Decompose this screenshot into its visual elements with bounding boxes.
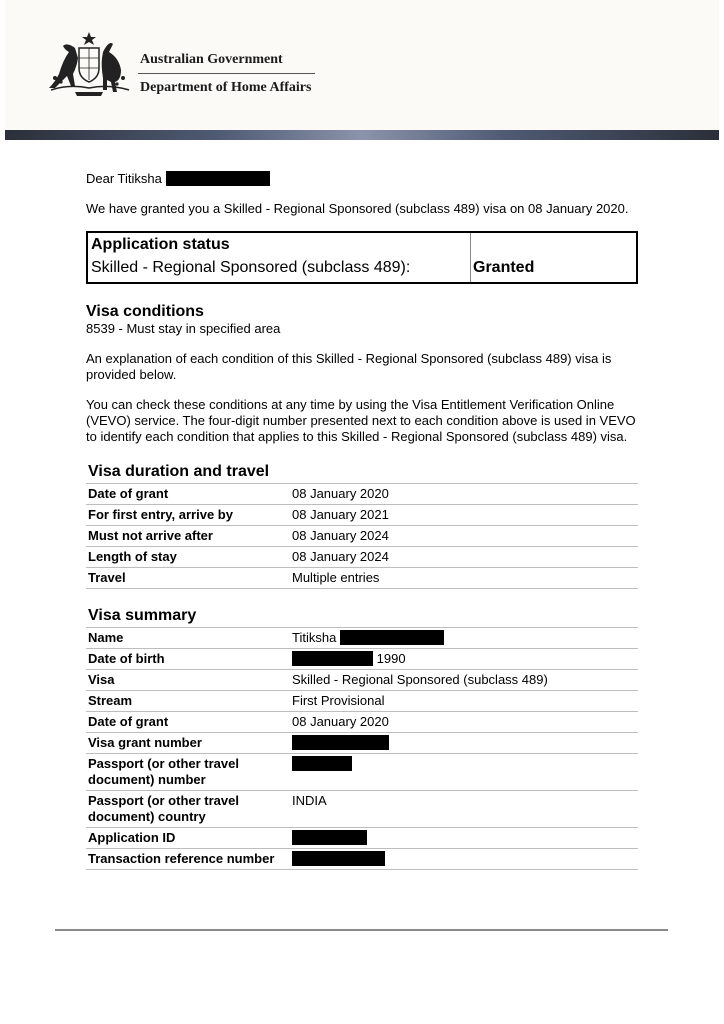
row-label: For first entry, arrive by: [86, 505, 290, 526]
table-row: [86, 568, 638, 589]
row-label: Passport (or other travel document) number: [86, 754, 290, 791]
redacted-transaction-ref: [292, 851, 385, 866]
letterhead: [5, 0, 719, 131]
redacted-grant-number: [292, 735, 389, 750]
row-label: Travel: [86, 568, 290, 589]
table-row: [86, 691, 638, 712]
visa-summary-title: Visa summary: [88, 607, 197, 624]
row-value: First Provisional: [290, 691, 638, 712]
row-value: 08 January 2024: [290, 547, 638, 568]
row-label: Date of grant: [86, 712, 290, 733]
row-value: 08 January 2020: [290, 484, 638, 505]
redacted-passport-number: [292, 756, 352, 771]
table-row: [86, 526, 638, 547]
row-value: 08 January 2024: [290, 526, 638, 547]
redacted-surname: [166, 171, 270, 186]
vevo-paragraph: You can check these conditions at any time by using the Visa Entitlement Verification Online (VEVO) service. The four-digit number presented next to each condition above is used in VEVO to identify each condition that applies to this Skilled - Regional Sponsored (subclass 489) visa.: [86, 397, 636, 444]
row-value: [290, 733, 638, 754]
row-value: [290, 828, 638, 849]
row-label: Visa: [86, 670, 290, 691]
letter-body: [86, 171, 638, 870]
row-label: Date of grant: [86, 484, 290, 505]
row-value: INDIA: [290, 791, 638, 828]
row-value: Skilled - Regional Sponsored (subclass 489): [290, 670, 638, 691]
status-divider: [470, 233, 471, 282]
row-value: [290, 628, 638, 649]
coat-of-arms-icon: [45, 30, 133, 100]
row-value: Multiple entries: [290, 568, 638, 589]
row-label: Length of stay: [86, 547, 290, 568]
row-value: 08 January 2021: [290, 505, 638, 526]
table-row: [86, 828, 638, 849]
org-name-line1: Australian Government: [140, 52, 283, 67]
conditions-explanation: An explanation of each condition of this Skilled - Regional Sponsored (subclass 489) visa is provided below.: [86, 351, 612, 382]
visa-duration-title: Visa duration and travel: [88, 463, 270, 480]
table-row: [86, 849, 638, 870]
salutation-text: Dear Titiksha: [86, 171, 162, 186]
table-row: [86, 628, 638, 649]
status-visa: Skilled - Regional Sponsored (subclass 489):: [91, 259, 411, 276]
row-label: Visa grant number: [86, 733, 290, 754]
redacted-surname: [340, 630, 444, 645]
row-label: Must not arrive after: [86, 526, 290, 547]
condition-item: 8539 - Must stay in specified area: [86, 321, 281, 336]
table-row: [86, 754, 638, 791]
status-title: Application status: [91, 236, 230, 253]
salutation: [86, 171, 638, 187]
row-label: Date of birth: [86, 649, 290, 670]
org-divider: [138, 73, 315, 74]
application-status-box: [86, 231, 638, 284]
table-row: [86, 484, 638, 505]
footer-divider: [55, 929, 668, 931]
table-row: [86, 791, 638, 828]
name-value: Titiksha: [292, 630, 337, 645]
table-row: [86, 505, 638, 526]
table-row: [86, 547, 638, 568]
row-label: Application ID: [86, 828, 290, 849]
redacted-application-id: [292, 830, 367, 845]
row-value: 08 January 2020: [290, 712, 638, 733]
org-name-line2: Department of Home Affairs: [140, 80, 312, 95]
grant-intro: We have granted you a Skilled - Regional Sponsored (subclass 489) visa on 08 January 2020.: [86, 201, 629, 216]
row-label: Passport (or other travel document) country: [86, 791, 290, 828]
dob-year: 1990: [376, 651, 406, 666]
row-label: Stream: [86, 691, 290, 712]
redacted-dob: [292, 651, 373, 666]
visa-summary-table: [86, 627, 638, 870]
row-value: [290, 649, 638, 670]
table-row: [86, 649, 638, 670]
row-value: [290, 849, 638, 870]
table-row: [86, 712, 638, 733]
row-label: Name: [86, 628, 290, 649]
status-value: Granted: [473, 259, 535, 276]
visa-conditions-title: Visa conditions: [86, 303, 204, 320]
visa-duration-table: [86, 483, 638, 589]
table-row: [86, 733, 638, 754]
row-value: [290, 754, 638, 791]
table-row: [86, 670, 638, 691]
header-band: [5, 130, 719, 140]
row-label: Transaction reference number: [86, 849, 290, 870]
